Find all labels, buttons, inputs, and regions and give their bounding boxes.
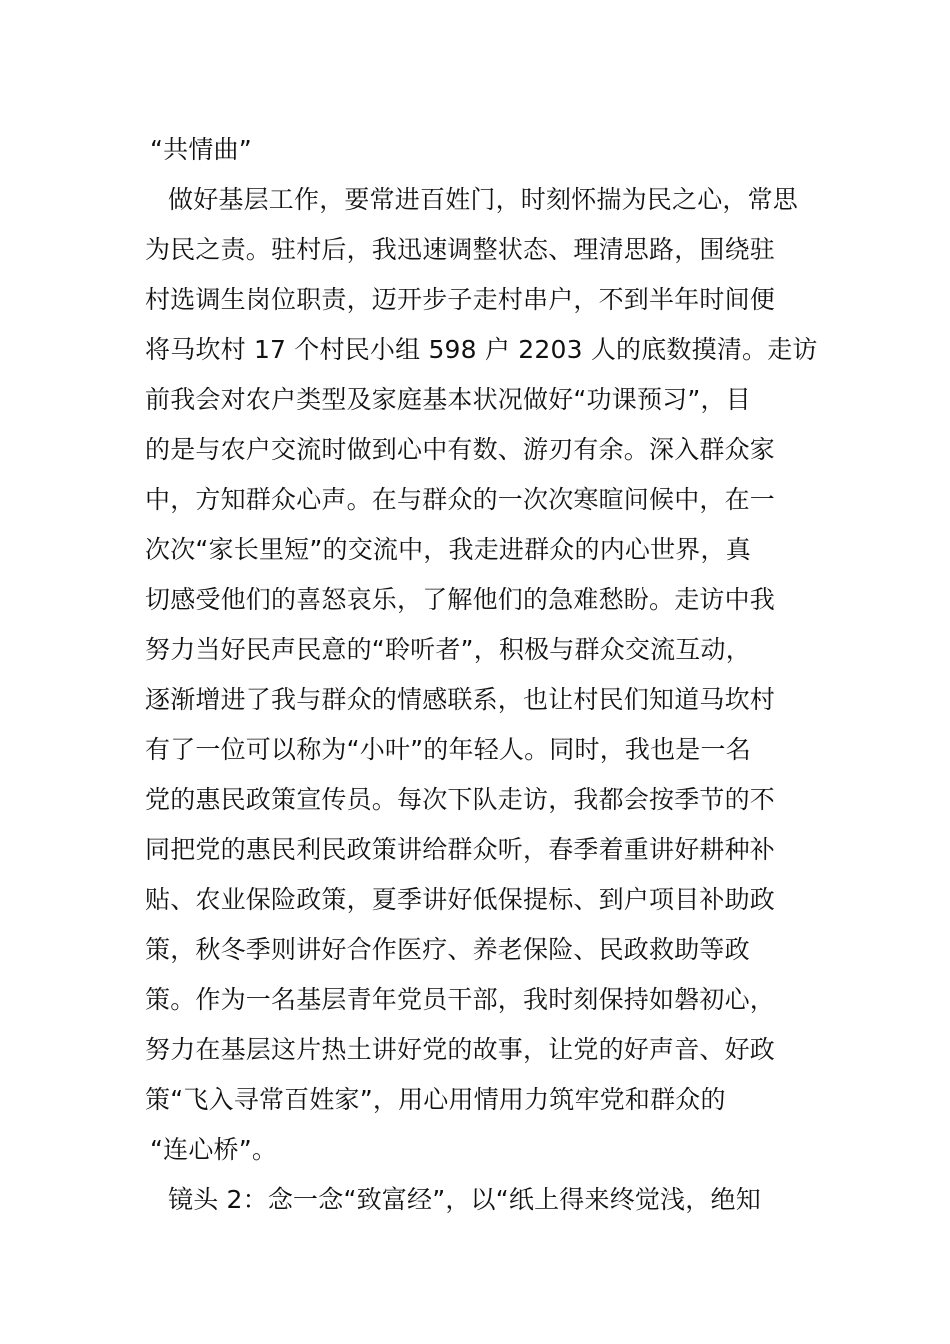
paragraph-1-line-15: 贴、农业保险政策，夏季讲好低保提标、到户项目补助政 [145, 885, 776, 914]
paragraph-1-line-11: 逐渐增进了我与群众的情感联系，也让村民们知道马坎村 [145, 685, 776, 714]
paragraph-1-line-5: 前我会对农户类型及家庭基本状况做好“功课预习”，目 [145, 385, 751, 414]
paragraph-1-line-13: 党的惠民政策宣传员。每次下队走访，我都会按季节的不 [145, 785, 776, 814]
paragraph-1-line-18: 努力在基层这片热土讲好党的故事，让党的好声音、好政 [145, 1035, 776, 1064]
paragraph-1-line-9: 切感受他们的喜怒哀乐，了解他们的急难愁盼。走访中我 [145, 585, 776, 614]
paragraph-1-line-4: 将马坎村 17 个村民小组 598 户 2203 人的底数摸清。走访 [145, 335, 818, 364]
paragraph-1-line-6: 的是与农户交流时做到心中有数、游刃有余。深入群众家 [145, 435, 776, 464]
paragraph-1-line-14: 同把党的惠民利民政策讲给群众听，春季着重讲好耕种补 [145, 835, 776, 864]
paragraph-1-line-12: 有了一位可以称为“小叶”的年轻人。同时，我也是一名 [145, 735, 751, 764]
paragraph-1-line-17: 策。作为一名基层青年党员干部，我时刻保持如磐初心， [145, 985, 776, 1014]
paragraph-1-line-1: 做好基层工作，要常进百姓门，时刻怀揣为民之心，常思 [168, 185, 799, 214]
paragraph-2-line-1: 镜头 2：念一念“致富经”，以“纸上得来终觉浅，绝知 [168, 1185, 761, 1214]
paragraph-1-line-3: 村选调生岗位职责，迈开步子走村串户，不到半年时间便 [145, 285, 776, 314]
paragraph-1-line-8: 次次“家长里短”的交流中，我走进群众的内心世界，真 [145, 535, 751, 564]
paragraph-1-line-16: 策，秋冬季则讲好合作医疗、养老保险、民政救助等政 [145, 935, 750, 964]
paragraph-1-line-7: 中，方知群众心声。在与群众的一次次寒暄问候中，在一 [145, 485, 776, 514]
paragraph-1-line-2: 为民之责。驻村后，我迅速调整状态、理清思路，围绕驻 [145, 235, 776, 264]
paragraph-1-line-19: 策“飞入寻常百姓家”，用心用情用力筑牢党和群众的 [145, 1085, 726, 1114]
text-line-1: “共情曲” [150, 135, 252, 164]
paragraph-1-line-10: 努力当好民声民意的“聆听者”，积极与群众交流互动， [145, 635, 751, 664]
paragraph-1-line-20: “连心桥”。 [150, 1135, 278, 1164]
